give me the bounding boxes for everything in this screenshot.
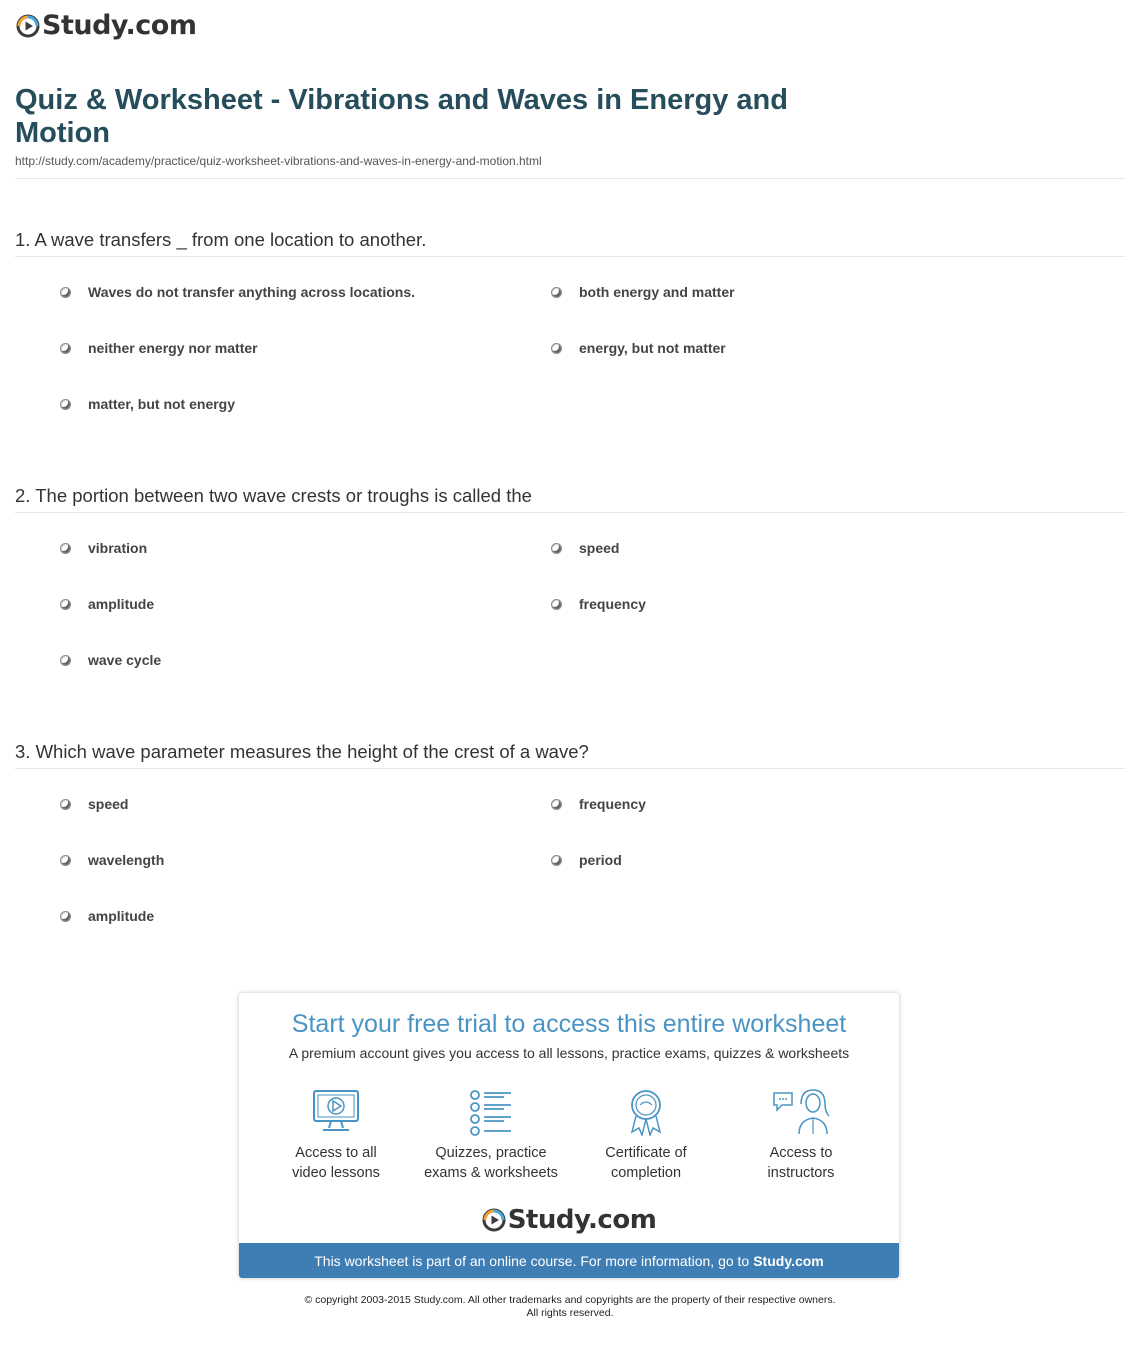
radio-icon[interactable] (60, 543, 71, 554)
question-3-divider (15, 768, 1125, 769)
feature-video-lessons (251, 1088, 421, 1183)
q2-option-5[interactable]: wave cycle (60, 652, 161, 668)
feature-label-line2: completion (610, 1165, 682, 1181)
feature-label-line2: video lessons (292, 1165, 380, 1181)
promo-title[interactable]: Start your free trial to access this entire worksheet (291, 1010, 847, 1038)
feature-label-line1: Quizzes, practice (435, 1145, 547, 1161)
radio-icon[interactable] (60, 599, 71, 610)
promo-logo-text: Study.com (507, 1205, 657, 1235)
radio-icon[interactable] (60, 655, 71, 666)
radio-icon[interactable] (60, 855, 71, 866)
feature-label-line2: instructors (767, 1165, 835, 1181)
q3-option-5[interactable]: amplitude (60, 908, 154, 924)
radio-icon[interactable] (60, 911, 71, 922)
q2-option-2[interactable]: speed (551, 540, 619, 556)
q1-option-5[interactable]: matter, but not energy (60, 396, 235, 412)
q3-option-4[interactable]: period (551, 852, 622, 868)
certificate-icon (621, 1088, 671, 1136)
page-title: Quiz & Worksheet - Vibrations and Waves in Energy and Motion (15, 84, 788, 149)
promo-footer-text: This worksheet is part of an online course. For more information, go to (314, 1252, 750, 1269)
feature-label-line1: Access to all (295, 1145, 377, 1161)
study-logo-icon (482, 1208, 506, 1232)
question-2-text: 2. The portion between two wave crests or troughs is called the (15, 485, 532, 506)
radio-icon[interactable] (60, 799, 71, 810)
promo-subtitle: A premium account gives you access to all lessons, practice exams, quizzes & worksheets (288, 1045, 850, 1061)
q1-option-2[interactable]: both energy and matter (551, 284, 735, 300)
radio-icon[interactable] (551, 599, 562, 610)
q1-option-1[interactable]: Waves do not transfer anything across locations. (60, 284, 415, 300)
q2-option-4[interactable]: frequency (551, 596, 646, 612)
copyright-notice (0, 1294, 1140, 1320)
q3-option-1[interactable]: speed (60, 796, 128, 812)
header-divider (15, 178, 1125, 179)
q3-option-2[interactable]: frequency (551, 796, 646, 812)
feature-quizzes (406, 1088, 576, 1183)
page-url[interactable]: http://study.com/academy/practice/quiz-worksheet-vibrations-and-waves-in-energy-and-motion.html (15, 154, 542, 168)
question-1-text: 1. A wave transfers _ from one location to another. (15, 229, 427, 250)
question-3-text: 3. Which wave parameter measures the height of the crest of a wave? (15, 741, 589, 762)
promo-footer-link[interactable]: Study.com (753, 1252, 824, 1269)
radio-icon[interactable] (551, 343, 562, 354)
feature-certificate (561, 1088, 731, 1183)
q3-option-3[interactable]: wavelength (60, 852, 164, 868)
q2-option-3[interactable]: amplitude (60, 596, 154, 612)
video-lesson-icon (311, 1088, 361, 1136)
feature-label-line1: Certificate of (605, 1145, 687, 1161)
quiz-list-icon (466, 1088, 516, 1136)
radio-icon[interactable] (551, 543, 562, 554)
radio-icon[interactable] (551, 287, 562, 298)
question-1-divider (15, 256, 1125, 257)
copyright-line2: All rights reserved. (526, 1307, 614, 1319)
instructor-icon (771, 1088, 831, 1136)
q1-option-3[interactable]: neither energy nor matter (60, 340, 258, 356)
promo-footer-bar (239, 1243, 899, 1278)
free-trial-promo (239, 993, 899, 1278)
promo-study-logo[interactable] (239, 1205, 899, 1235)
question-2-divider (15, 512, 1125, 513)
study-logo-icon (16, 14, 40, 38)
q2-option-1[interactable]: vibration (60, 540, 147, 556)
feature-label-line1: Access to (769, 1145, 833, 1161)
feature-instructors (716, 1088, 886, 1183)
radio-icon[interactable] (60, 343, 71, 354)
radio-icon[interactable] (60, 287, 71, 298)
study-logo[interactable] (16, 10, 196, 41)
radio-icon[interactable] (551, 799, 562, 810)
radio-icon[interactable] (551, 855, 562, 866)
study-logo-text: Study.com (42, 10, 197, 41)
copyright-line1: © copyright 2003-2015 Study.com. All other trademarks and copyrights are the property of their respective owners. (304, 1294, 836, 1306)
radio-icon[interactable] (60, 399, 71, 410)
feature-label-line2: exams & worksheets (424, 1165, 558, 1181)
q1-option-4[interactable]: energy, but not matter (551, 340, 726, 356)
